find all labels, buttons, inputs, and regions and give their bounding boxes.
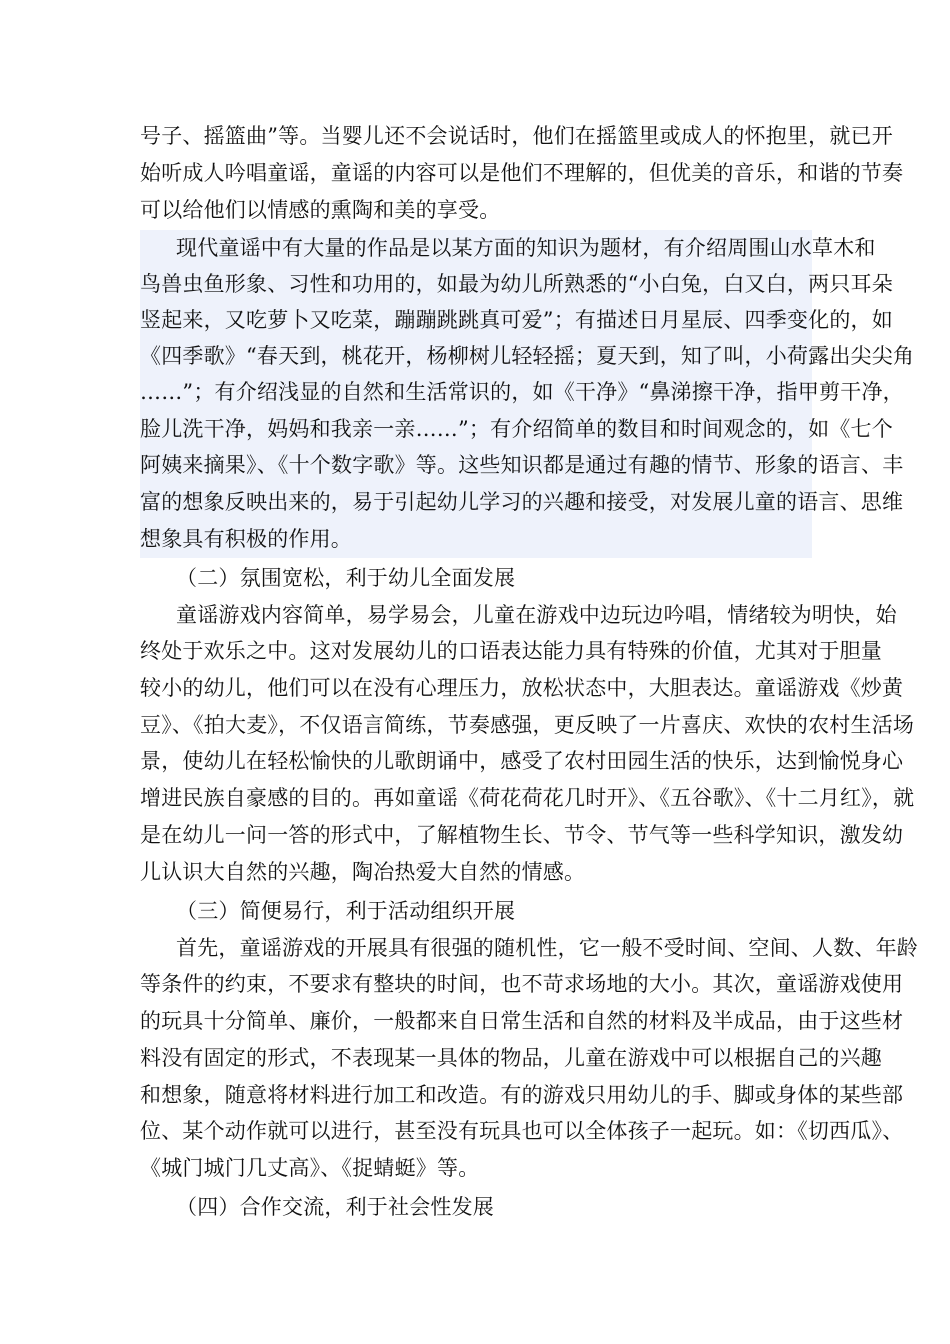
paragraph-2-line-3: 竖起来，又吃萝卜又吃菜，蹦蹦跳跳真可爱”；有描述日月星辰、四季变化的，如 xyxy=(140,308,893,332)
paragraph-2-line-4: 《四季歌》“春天到，桃花开，杨柳树儿轻轻摇；夏天到，知了叫，小荷露出尖尖角 xyxy=(140,344,915,368)
paragraph-2-line-7: 阿姨来摘果》、《十个数字歌》等。这些知识都是通过有趣的情节、形象的语言、丰 xyxy=(140,453,904,477)
section-heading-4: （四）合作交流，利于社会性发展 xyxy=(176,1195,494,1219)
paragraph-1-line-3: 可以给他们以情感的熏陶和美的享受。 xyxy=(140,198,501,222)
paragraph-2-line-1: 现代童谣中有大量的作品是以某方面的知识为题材，有介绍周围山水草木和 xyxy=(176,236,876,260)
paragraph-1-line-1: 号子、摇篮曲”等。当婴儿还不会说话时，他们在摇篮里或成人的怀抱里，就已开 xyxy=(140,124,893,148)
paragraph-4-line-6: 位、某个动作就可以进行，甚至没有玩具也可以全体孩子一起玩。如：《切西瓜》、 xyxy=(140,1119,904,1143)
paragraph-4-line-1: 首先，童谣游戏的开展具有很强的随机性，它一般不受时间、空间、人数、年龄 xyxy=(176,936,918,960)
paragraph-3-line-4: 豆》、《拍大麦》，不仅语言简练，节奏感强，更反映了一片喜庆、欢快的农村生活场 xyxy=(140,713,915,737)
paragraph-4-line-7: 《城门城门几丈高》、《捉蜻蜓》等。 xyxy=(140,1156,480,1180)
paragraph-2-line-2: 鸟兽虫鱼形象、习性和功用的，如最为幼儿所熟悉的“小白兔，白又白，两只耳朵 xyxy=(140,272,893,296)
paragraph-1-line-2: 始听成人吟唱童谣，童谣的内容可以是他们不理解的，但优美的音乐，和谐的节奏 xyxy=(140,161,904,185)
paragraph-3-line-6: 增进民族自豪感的目的。再如童谣《荷花荷花几时开》、《五谷歌》、《十二月红》，就 xyxy=(140,786,915,810)
paragraph-2-line-6: 脸儿洗干净，妈妈和我亲一亲……”；有介绍简单的数目和时间观念的，如《七个 xyxy=(140,417,893,441)
paragraph-3-line-3: 较小的幼儿，他们可以在没有心理压力，放松状态中，大胆表达。童谣游戏《炒黄 xyxy=(140,676,904,700)
paragraph-4-line-2: 等条件的约束，不要求有整块的时间，也不苛求场地的大小。其次，童谣游戏使用 xyxy=(140,972,904,996)
paragraph-3-line-7: 是在幼儿一问一答的形式中，了解植物生长、节令、节气等一些科学知识，激发幼 xyxy=(140,823,904,847)
paragraph-3-line-8: 儿认识大自然的兴趣，陶冶热爱大自然的情感。 xyxy=(140,860,586,884)
paragraph-3-line-2: 终处于欢乐之中。这对发展幼儿的口语表达能力具有特殊的价值，尤其对于胆量 xyxy=(140,639,882,663)
paragraph-4-line-5: 和想象，随意将材料进行加工和改造。有的游戏只用幼儿的手、脚或身体的某些部 xyxy=(140,1083,904,1107)
paragraph-2-line-5: ……”；有介绍浅显的自然和生活常识的，如《干净》“鼻涕擦干净，指甲剪干净， xyxy=(140,380,904,404)
paragraph-2-line-9: 想象具有积极的作用。 xyxy=(140,527,352,551)
paragraph-4-line-3: 的玩具十分简单、廉价，一般都来自日常生活和自然的材料及半成品，由于这些材 xyxy=(140,1009,904,1033)
paragraph-3-line-1: 童谣游戏内容简单，易学易会，儿童在游戏中边玩边吟唱，情绪较为明快，始 xyxy=(176,603,897,627)
paragraph-4-line-4: 料没有固定的形式，不表现某一具体的物品，儿童在游戏中可以根据自己的兴趣 xyxy=(140,1046,882,1070)
section-heading-3: （三）简便易行，利于活动组织开展 xyxy=(176,899,516,923)
paragraph-2-line-8: 富的想象反映出来的，易于引起幼儿学习的兴趣和接受，对发展儿童的语言、思维 xyxy=(140,490,904,514)
section-heading-2: （二）氛围宽松，利于幼儿全面发展 xyxy=(176,566,516,590)
paragraph-3-line-5: 景，使幼儿在轻松愉快的儿歌朗诵中，感受了农村田园生活的快乐，达到愉悦身心 xyxy=(140,749,904,773)
